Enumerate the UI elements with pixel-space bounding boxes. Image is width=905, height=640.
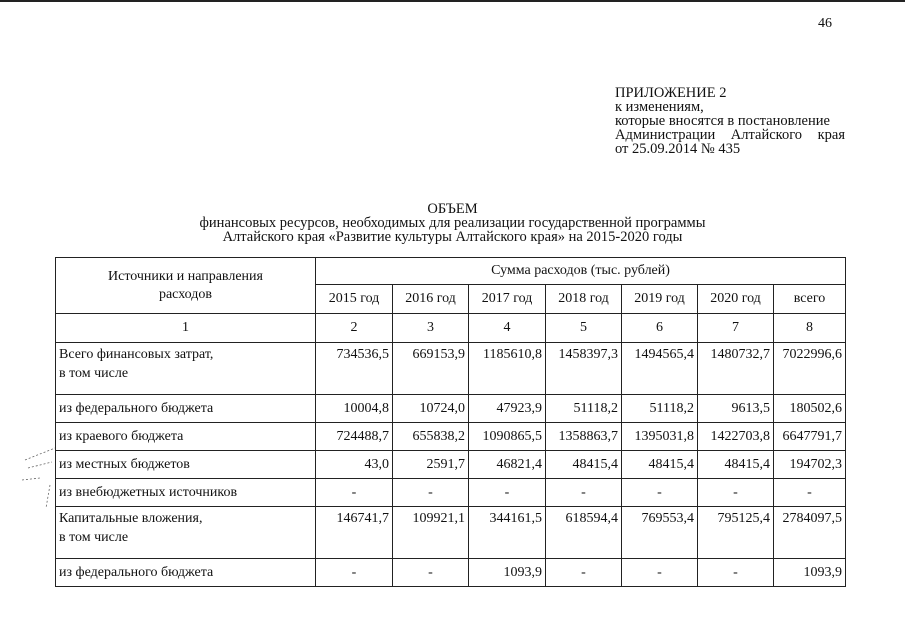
year-header: 2019 год xyxy=(622,285,698,314)
value-cell: 1422703,8 xyxy=(698,423,774,451)
table-body xyxy=(56,343,846,587)
table-row xyxy=(56,559,846,587)
row-label-line-2: в том числе xyxy=(59,366,129,381)
row-label-line-1: из федерального бюджета xyxy=(59,400,214,416)
appendix-title: ПРИЛОЖЕНИЕ 2 xyxy=(615,85,727,101)
value-cell: 1185610,8 xyxy=(469,343,546,395)
table-row xyxy=(56,451,846,479)
row-label xyxy=(56,559,316,587)
heading-line-2: Алтайского края «Развитие культуры Алтайского края» на 2015-2020 годы xyxy=(222,229,683,245)
value-cell: - xyxy=(622,479,698,507)
column-number: 7 xyxy=(698,314,774,343)
row-label xyxy=(56,507,316,559)
value-cell: 618594,4 xyxy=(546,507,622,559)
value-cell: 795125,4 xyxy=(698,507,774,559)
year-header: 2017 год xyxy=(469,285,546,314)
appendix-block xyxy=(615,86,845,156)
year-header: 2020 год xyxy=(698,285,774,314)
top-border-line xyxy=(0,0,905,2)
value-cell: 2784097,5 xyxy=(774,507,846,559)
row-label-line-1: из внебюджетных источников xyxy=(59,484,238,500)
value-cell: 51118,2 xyxy=(622,395,698,423)
value-cell: 9613,5 xyxy=(698,395,774,423)
year-header: всего xyxy=(774,285,846,314)
value-cell: 669153,9 xyxy=(393,343,469,395)
value-cell: 734536,5 xyxy=(316,343,393,395)
value-cell: 48415,4 xyxy=(546,451,622,479)
row-label xyxy=(56,343,316,395)
source-header: Источники и направления расходов xyxy=(56,258,316,314)
year-header: 2016 год xyxy=(393,285,469,314)
value-cell: 146741,7 xyxy=(316,507,393,559)
value-cell: 344161,5 xyxy=(469,507,546,559)
value-cell: 1480732,7 xyxy=(698,343,774,395)
row-label-line-1: Капитальные вложения, xyxy=(59,511,203,526)
row-label-line-2: в том числе xyxy=(59,530,129,545)
table-row xyxy=(56,395,846,423)
column-number: 4 xyxy=(469,314,546,343)
sum-header: Сумма расходов (тыс. рублей) xyxy=(316,258,846,285)
column-number: 8 xyxy=(774,314,846,343)
page-number: 46 xyxy=(818,16,832,31)
table-row xyxy=(56,343,846,395)
value-cell: 47923,9 xyxy=(469,395,546,423)
column-number: 1 xyxy=(56,314,316,343)
value-cell: 1494565,4 xyxy=(622,343,698,395)
value-cell: 769553,4 xyxy=(622,507,698,559)
value-cell: - xyxy=(393,559,469,587)
value-cell: - xyxy=(774,479,846,507)
value-cell: - xyxy=(316,479,393,507)
column-number: 6 xyxy=(622,314,698,343)
row-label xyxy=(56,451,316,479)
value-cell: 194702,3 xyxy=(774,451,846,479)
year-header: 2018 год xyxy=(546,285,622,314)
value-cell: - xyxy=(698,559,774,587)
value-cell: 724488,7 xyxy=(316,423,393,451)
table-row xyxy=(56,423,846,451)
value-cell: 43,0 xyxy=(316,451,393,479)
row-label-line-1: Всего финансовых затрат, xyxy=(59,347,214,362)
document-heading xyxy=(0,202,905,244)
value-cell: 1395031,8 xyxy=(622,423,698,451)
heading-title: ОБЪЕМ xyxy=(427,201,478,217)
value-cell: - xyxy=(698,479,774,507)
value-cell: - xyxy=(393,479,469,507)
value-cell: 2591,7 xyxy=(393,451,469,479)
value-cell: 1093,9 xyxy=(774,559,846,587)
funding-table xyxy=(55,257,846,587)
table-row xyxy=(56,507,846,559)
table-row xyxy=(56,479,846,507)
row-label xyxy=(56,479,316,507)
value-cell: - xyxy=(622,559,698,587)
value-cell: 1358863,7 xyxy=(546,423,622,451)
margin-pen-marks xyxy=(20,440,60,510)
appendix-line-2: которые вносятся в постановление xyxy=(615,113,830,129)
appendix-line-3-word-2: Алтайского xyxy=(730,127,803,143)
column-numbers-row xyxy=(56,314,846,343)
value-cell: 10004,8 xyxy=(316,395,393,423)
column-number: 2 xyxy=(316,314,393,343)
row-label xyxy=(56,423,316,451)
appendix-line-3-word-1: Администрации xyxy=(615,127,716,143)
value-cell: 1090865,5 xyxy=(469,423,546,451)
value-cell: 1458397,3 xyxy=(546,343,622,395)
appendix-line-3-word-3: края xyxy=(817,127,845,143)
value-cell: 6647791,7 xyxy=(774,423,846,451)
value-cell: - xyxy=(546,559,622,587)
value-cell: - xyxy=(316,559,393,587)
value-cell: 7022996,6 xyxy=(774,343,846,395)
row-label-line-1: из федерального бюджета xyxy=(59,564,214,580)
appendix-line-1: к изменениям, xyxy=(615,99,704,115)
column-number: 5 xyxy=(546,314,622,343)
value-cell: 180502,6 xyxy=(774,395,846,423)
row-label xyxy=(56,395,316,423)
row-label-line-1: из краевого бюджета xyxy=(59,428,184,444)
appendix-line-4: от 25.09.2014 № 435 xyxy=(615,141,741,157)
heading-line-1: финансовых ресурсов, необходимых для реализации государственной программы xyxy=(199,215,706,231)
value-cell: - xyxy=(546,479,622,507)
value-cell: 48415,4 xyxy=(698,451,774,479)
value-cell: 46821,4 xyxy=(469,451,546,479)
value-cell: - xyxy=(469,479,546,507)
value-cell: 1093,9 xyxy=(469,559,546,587)
value-cell: 51118,2 xyxy=(546,395,622,423)
value-cell: 10724,0 xyxy=(393,395,469,423)
year-header: 2015 год xyxy=(316,285,393,314)
column-number: 3 xyxy=(393,314,469,343)
value-cell: 48415,4 xyxy=(622,451,698,479)
value-cell: 655838,2 xyxy=(393,423,469,451)
value-cell: 109921,1 xyxy=(393,507,469,559)
appendix-line-3 xyxy=(615,128,845,142)
row-label-line-1: из местных бюджетов xyxy=(59,456,190,472)
